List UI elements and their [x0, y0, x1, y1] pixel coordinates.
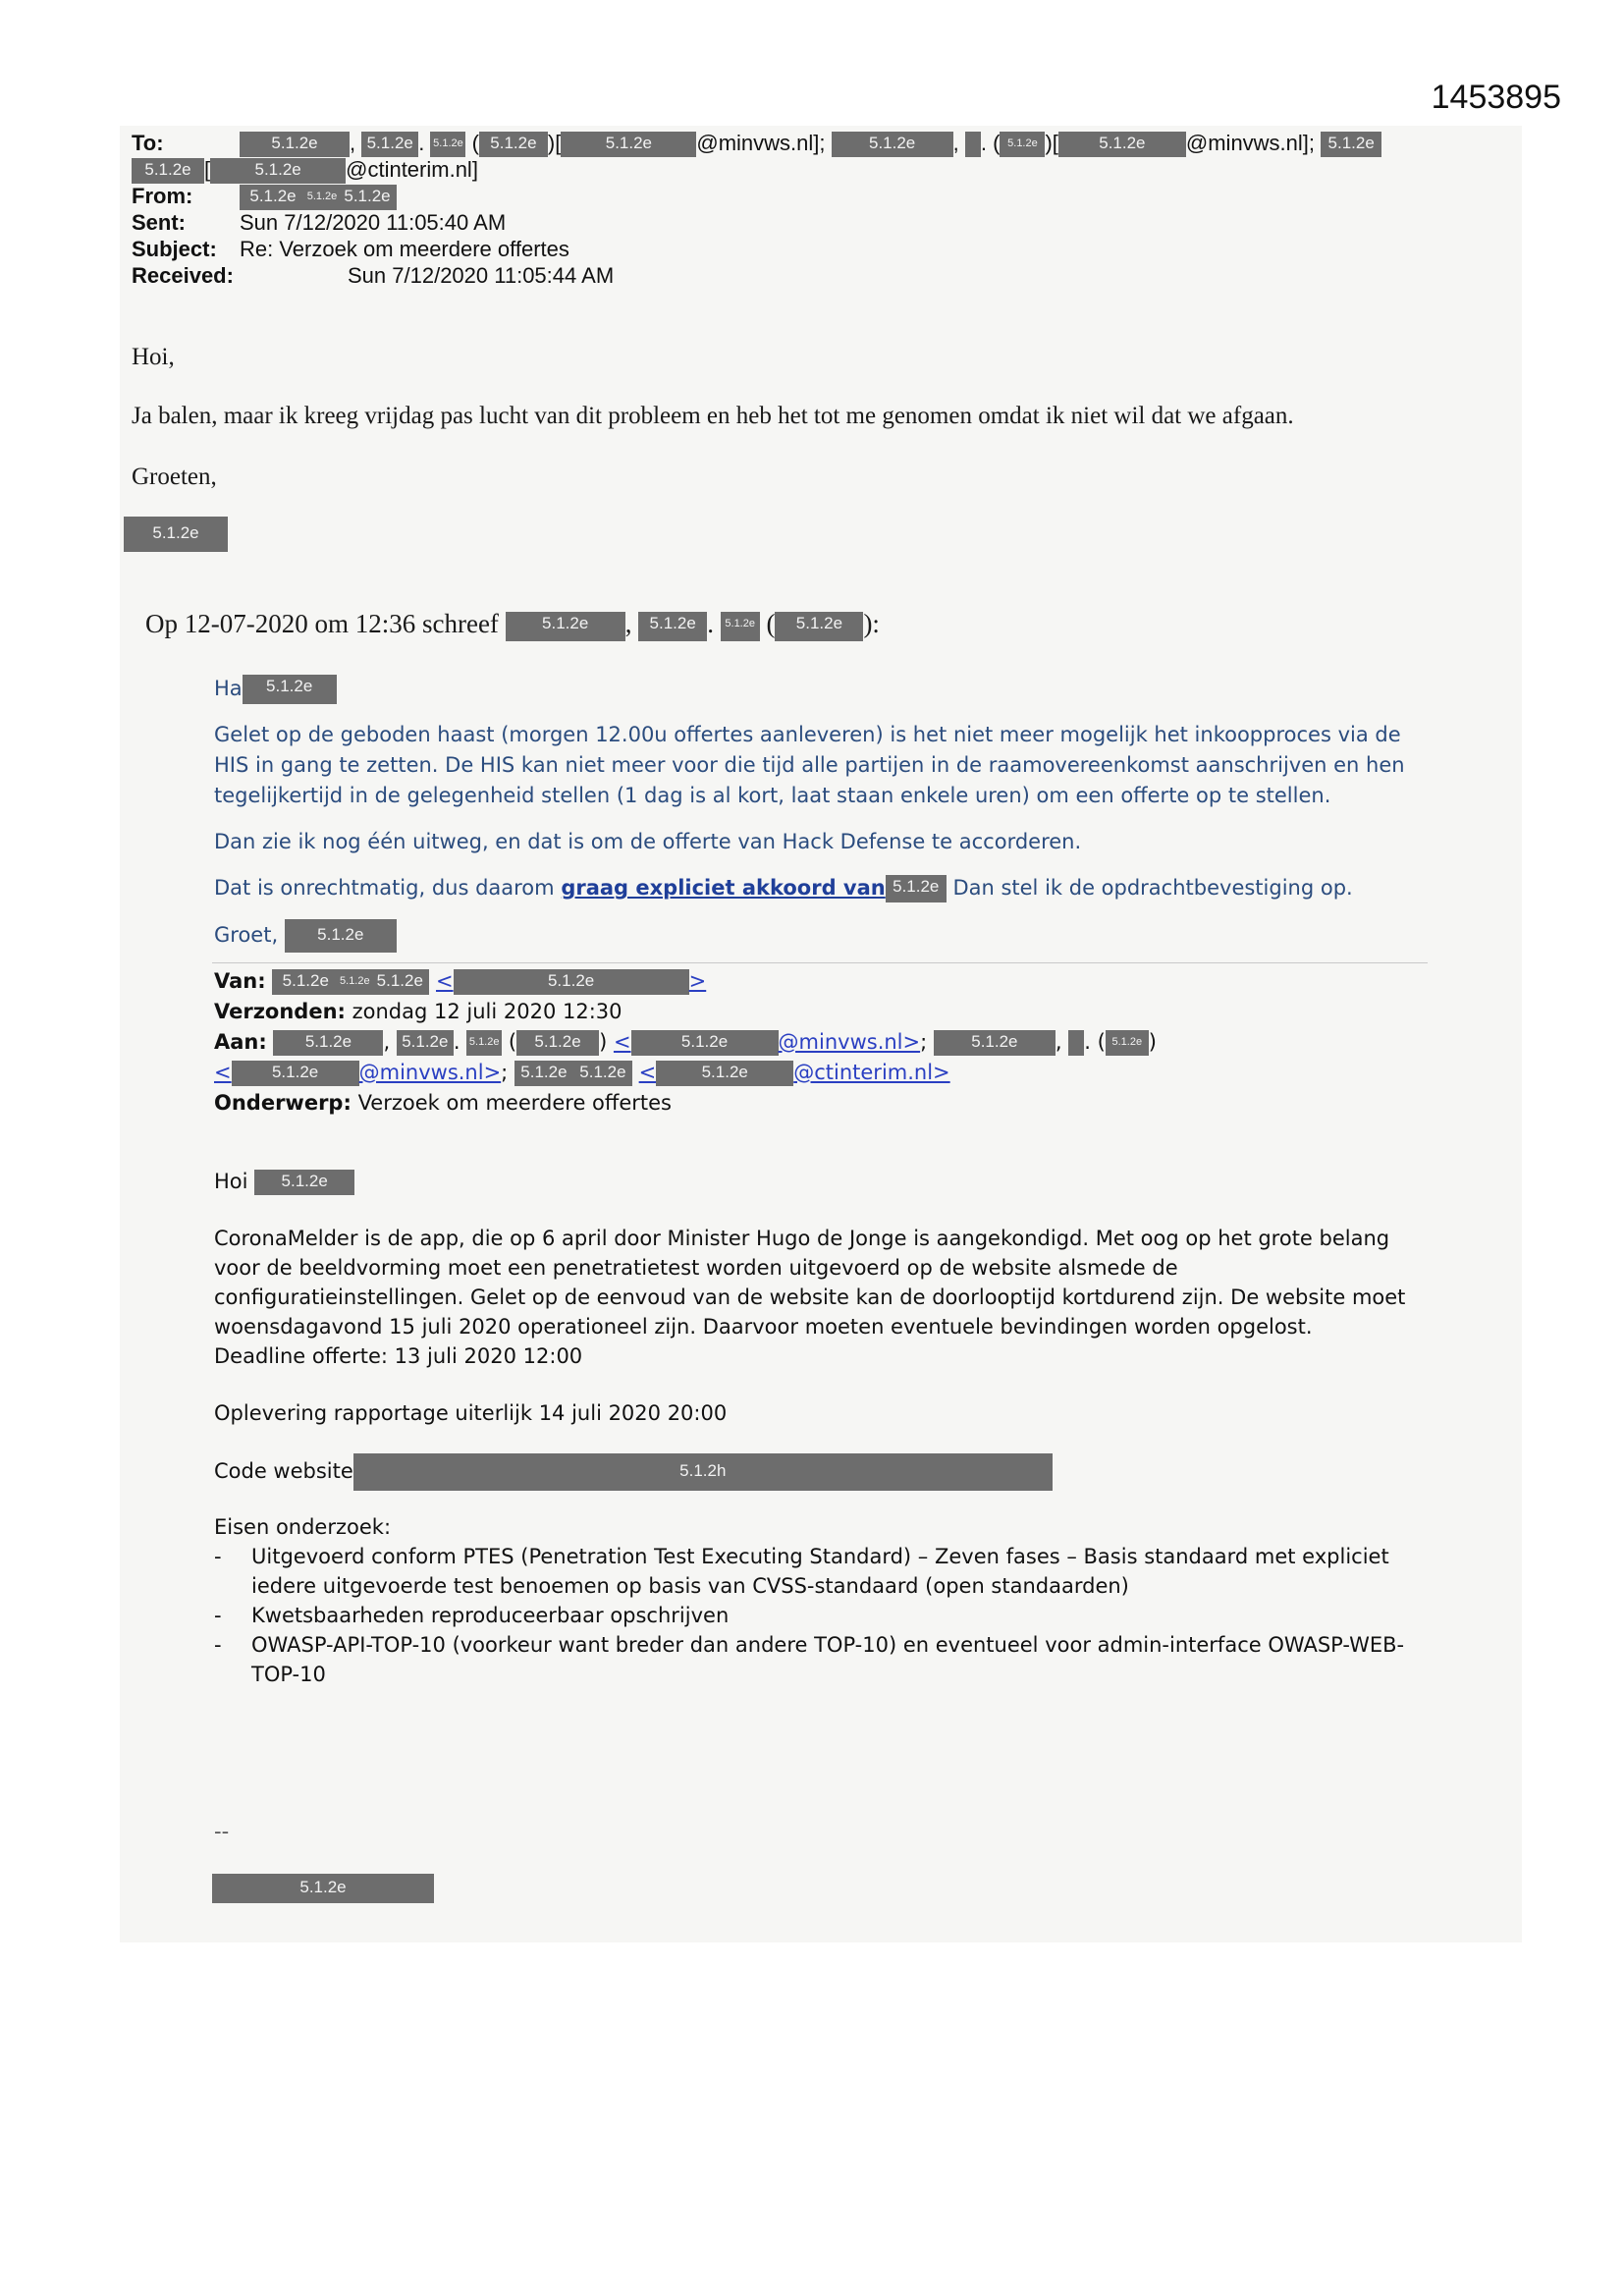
- forward-van-line: [214, 966, 706, 996]
- redaction-box: 5.1.2e: [285, 919, 397, 953]
- quoted-closing: [214, 919, 397, 953]
- quote-intro-suffix: ):: [863, 609, 880, 638]
- separator-line: [212, 962, 1428, 963]
- email-link[interactable]: < 5.1.2e @minvws.nl>: [613, 1030, 921, 1054]
- header-sent-line: [132, 209, 506, 236]
- original-greeting: [214, 1167, 354, 1196]
- quoted-p3-text-2: Dan stel ik de opdrachtbevestiging op.: [952, 876, 1353, 900]
- redaction-box: 5.1.2e: [232, 1061, 359, 1086]
- redaction-box: [1068, 1030, 1084, 1056]
- redaction-box: 5.1.2e: [638, 612, 707, 641]
- aan-domain: @minvws.nl>: [358, 1061, 502, 1084]
- redaction-box: 5.1.2e: [243, 675, 337, 704]
- redaction-box: 5.1.2e: [212, 1874, 434, 1903]
- original-code-line: [214, 1453, 1053, 1491]
- sent-value: Sun 7/12/2020 11:05:40 AM: [240, 210, 507, 235]
- forward-onderwerp-line: [214, 1088, 672, 1118]
- reply-greeting: Hoi,: [132, 344, 175, 370]
- eisen-item: [214, 1630, 1422, 1689]
- header-subject-line: [132, 236, 569, 262]
- redaction-box: 5.1.2e: [516, 1030, 599, 1056]
- redaction-box: 5.1.2e: [254, 1170, 354, 1195]
- redaction-box: 5.1.2e: [124, 517, 228, 552]
- redaction-box: 5.1.2e: [561, 132, 696, 157]
- document-number: 1453895: [1431, 79, 1561, 116]
- quote-intro: Op 12-07-2020 om 12:36 schreef 5.1.2e , 5.1.2e . 5.1.2e ( 5.1.2e ):: [145, 609, 880, 641]
- aan-domain: @ctinterim.nl>: [793, 1061, 950, 1084]
- forward-aan-line-2: < 5.1.2e @minvws.nl>; 5.1.2e 5.1.2e < 5.1.2e @ctinterim.nl>: [214, 1061, 950, 1084]
- aan-domain: @minvws.nl>: [778, 1030, 921, 1054]
- reply-closing: Groeten,: [132, 464, 217, 490]
- quoted-greeting: [214, 674, 337, 704]
- redaction-box: 5.1.2e: [1106, 1030, 1149, 1056]
- redaction-box: 5.1.2e: [573, 1061, 632, 1086]
- forward-aan-line: Aan: 5.1.2e , 5.1.2e . 5.1.2e ( 5.1.2e ) < 5.1.2e @minvws.nl>; 5.1.2e , . ( 5.1.2e ): [214, 1030, 1157, 1054]
- email-link[interactable]: < 5.1.2e @minvws.nl>: [214, 1061, 502, 1084]
- reply-body: Ja balen, maar ik kreeg vrijdag pas lucht van dit probleem en heb het tot me genomen omdat ik niet wil dat we afgaan.: [132, 403, 1294, 429]
- reply-signature: [124, 517, 228, 552]
- eisen-item: [214, 1601, 1422, 1630]
- redaction-box: 5.1.2e: [934, 1030, 1056, 1056]
- redaction-box: 5.1.2e: [397, 1030, 454, 1056]
- onderwerp-value: Verzoek om meerdere offertes: [357, 1091, 673, 1115]
- original-oplevering: Oplevering rapportage uiterlijk 14 juli 2020 20:00: [214, 1401, 728, 1425]
- redaction-box: 5.1.2e: [454, 969, 689, 995]
- redaction-box: 5.1.2e: [370, 969, 429, 995]
- to-domain: @ctinterim.nl]: [346, 157, 478, 182]
- email-link[interactable]: < 5.1.2e >: [436, 969, 707, 993]
- redaction-box: 5.1.2e: [886, 875, 947, 902]
- eisen-item-text: OWASP-API-TOP-10 (voorkeur want breder dan andere TOP-10) en eventueel voor admin-interface OWASP-WEB-TOP-10: [251, 1633, 1405, 1686]
- redaction-box: 5.1.2e: [1321, 132, 1381, 157]
- redaction-box: 5.1.2e: [479, 132, 548, 157]
- signature-dash: --: [214, 1820, 230, 1843]
- redaction-box: 5.1.2e: [273, 1030, 383, 1056]
- received-value: Sun 7/12/2020 11:05:44 AM: [348, 263, 615, 288]
- header-from-line: [132, 183, 397, 210]
- redaction-box: 5.1.2e: [1058, 132, 1186, 157]
- bullet: -: [214, 1633, 222, 1657]
- redaction-box: 5.1.2e: [466, 1030, 502, 1056]
- quoted-paragraph-2: Dan zie ik nog één uitweg, en dat is om de offerte van Hack Defense te accorderen.: [214, 830, 1082, 853]
- redaction-box: 5.1.2e: [210, 158, 346, 184]
- original-paragraph: CoronaMelder is de app, die op 6 april door Minister Hugo de Jonge is aangekondigd. Met oog op het grote belang voor de beeldvorming moet een penetratietest worden uitgevoerd op de website alsmede de configuratieinstellingen. Gelet op de eenvoud van de website kan de doorlooptijd kortdurend zijn. De website moet woensdagavond 15 juli 2020 operationeel zijn. Daarvoor moeten eventuele bevindingen worden opgelost.: [214, 1227, 1406, 1339]
- to-label: To:: [132, 131, 164, 155]
- redaction-box: 5.1.2e: [514, 1061, 573, 1086]
- subject-value: Re: Verzoek om meerdere offertes: [240, 237, 569, 261]
- eisen-item-text: Kwetsbaarheden reproduceerbaar opschrijven: [251, 1604, 730, 1627]
- redaction-box: 5.1.2e: [132, 158, 204, 184]
- from-label: From:: [132, 184, 193, 208]
- sent-label: Sent:: [132, 210, 186, 235]
- van-label: Van:: [214, 969, 266, 993]
- to-domain: @minvws.nl];: [1185, 131, 1316, 155]
- quoted-greeting-text: Ha: [214, 677, 243, 700]
- code-label: Code website: [214, 1459, 353, 1483]
- original-greeting-text: Hoi: [214, 1170, 248, 1193]
- redaction-box: 5.1.2e: [430, 132, 465, 157]
- eisen-item: [214, 1542, 1422, 1601]
- redaction-box: 5.1.2e: [1000, 132, 1045, 157]
- quote-intro-prefix: Op 12-07-2020 om 12:36 schreef: [145, 609, 499, 638]
- redaction-box: 5.1.2e: [339, 969, 370, 995]
- bullet: -: [214, 1545, 222, 1568]
- redaction-box: 5.1.2e: [631, 1030, 779, 1056]
- onderwerp-label: Onderwerp:: [214, 1091, 352, 1115]
- header-received-line: [132, 262, 614, 289]
- redaction-box: [965, 132, 981, 157]
- redaction-box: 5.1.2e: [656, 1061, 793, 1086]
- verzonden-label: Verzonden:: [214, 1000, 346, 1023]
- to-domain: @minvws.nl];: [696, 131, 826, 155]
- email-link[interactable]: < 5.1.2e @ctinterim.nl>: [638, 1061, 950, 1084]
- received-label: Received:: [132, 263, 234, 288]
- forward-verzonden-line: [214, 997, 623, 1026]
- redaction-box: 5.1.2e: [775, 612, 863, 641]
- redaction-box: 5.1.2e: [338, 185, 397, 210]
- quoted-paragraph-3: [214, 873, 1451, 903]
- eisen-list: [214, 1542, 1422, 1689]
- original-deadline: Deadline offerte: 13 juli 2020 12:00: [214, 1344, 583, 1368]
- original-signature: [212, 1874, 434, 1903]
- header-to-line: To: 5.1.2e , 5.1.2e . 5.1.2e ( 5.1.2e )[ 5.1.2e @minvws.nl]; 5.1.2e , . ( 5.1.2e )[ 5.1.2e @minvws.nl]; 5.1.2e: [132, 130, 1447, 157]
- quoted-closing-text: Groet,: [214, 923, 279, 947]
- quoted-p3-text: Dat is onrechtmatig, dus daarom: [214, 876, 555, 900]
- header-to-line-2: 5.1.2e [ 5.1.2e @ctinterim.nl]: [132, 156, 478, 184]
- redaction-box: 5.1.2h: [353, 1453, 1053, 1491]
- akkoord-link[interactable]: graag expliciet akkoord van: [561, 876, 886, 900]
- redaction-box: 5.1.2e: [832, 132, 953, 157]
- eisen-item-text: Uitgevoerd conform PTES (Penetration Test Executing Standard) – Zeven fases – Basis standaard met expliciet iedere uitgevoerde test benoemen op basis van CVSS-standaard (open standaarden): [251, 1545, 1389, 1598]
- redaction-box: 5.1.2e: [306, 185, 338, 210]
- eisen-title: Eisen onderzoek:: [214, 1515, 392, 1539]
- redaction-box: 5.1.2e: [240, 185, 306, 210]
- redaction-box: 5.1.2e: [240, 132, 350, 157]
- subject-label: Subject:: [132, 237, 217, 261]
- bullet: -: [214, 1604, 222, 1627]
- redaction-box: 5.1.2e: [272, 969, 339, 995]
- aan-label: Aan:: [214, 1030, 267, 1054]
- redaction-box: 5.1.2e: [721, 612, 760, 641]
- redaction-box: 5.1.2e: [506, 612, 625, 641]
- redaction-box: 5.1.2e: [361, 132, 418, 157]
- quoted-paragraph-1: Gelet op de geboden haast (morgen 12.00u offertes aanleveren) is het niet meer mogelijk het inkoopproces via de HIS in gang te zetten. De HIS kan niet meer voor die tijd alle partijen in de raamovereenkomst aanschrijven en hen tegelijkertijd in de gelegenheid stellen (1 dag is al kort, laat staan enkele uren) om een offerte op te stellen.: [214, 723, 1405, 807]
- verzonden-value: zondag 12 juli 2020 12:30: [352, 1000, 623, 1023]
